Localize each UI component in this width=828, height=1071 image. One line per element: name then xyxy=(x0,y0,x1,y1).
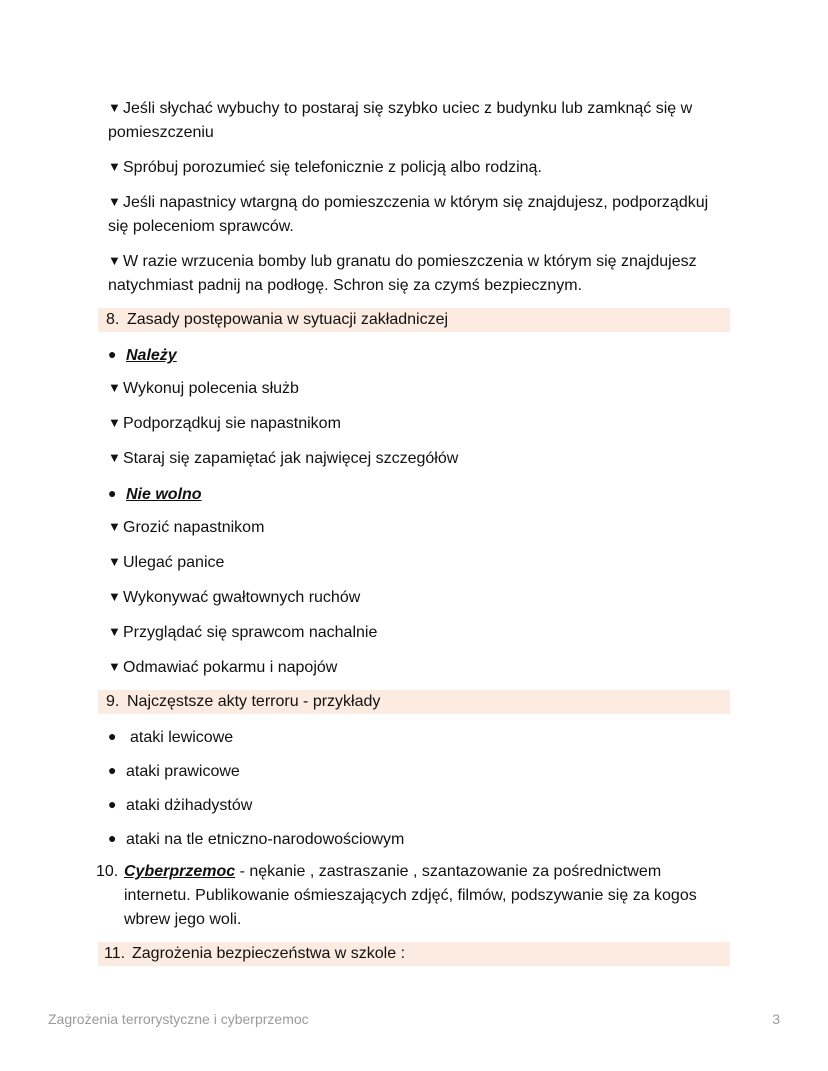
list-item xyxy=(108,446,730,471)
cyberprzemoc-term: Cyberprzemoc xyxy=(124,863,236,880)
bullet-icon: ● xyxy=(108,346,117,362)
list-item xyxy=(108,724,730,748)
section-heading-8 xyxy=(98,308,730,332)
bullet-icon: ● xyxy=(108,485,117,501)
triangle-down-icon: ▼ xyxy=(108,624,121,639)
section-number: 9. xyxy=(106,693,120,710)
triangle-down-icon: ▼ xyxy=(108,415,121,430)
section-title: Zasady postępowania w sytuacji zakładniczej xyxy=(127,311,449,328)
list-item xyxy=(108,585,730,610)
list-item-text: Podporządkuj sie napastnikom xyxy=(123,415,341,432)
list-item-text: ataki na tle etniczno-narodowościowym xyxy=(126,831,405,848)
section-10-text: - nękanie , zastraszanie , szantazowanie za pośrednictwem internetu. Publikowanie ośmieszających zdjęć, filmów, podszywanie się za kogos wbrew jego woli. xyxy=(124,863,697,928)
list-item xyxy=(108,96,730,145)
page-number: 3 xyxy=(772,1011,780,1027)
list-item xyxy=(108,620,730,645)
list-item-text: Grozić napastnikom xyxy=(123,519,265,536)
triangle-down-icon: ▼ xyxy=(108,100,121,115)
triangle-down-icon: ▼ xyxy=(108,194,121,209)
triangle-down-icon: ▼ xyxy=(108,380,121,395)
list-item xyxy=(108,411,730,436)
list-item xyxy=(108,249,730,298)
section-10-paragraph xyxy=(98,860,730,932)
list-item-text: Jeśli napastnicy wtargną do pomieszczenia w którym się znajdujesz, podporządkuj się poleceniom sprawców. xyxy=(108,194,709,235)
bullet-icon: ● xyxy=(108,728,117,744)
section-heading-9 xyxy=(98,690,730,714)
list-item-text: Ulegać panice xyxy=(123,554,225,571)
section-number: 10. xyxy=(96,863,119,880)
list-item-text: Wykonuj polecenia służb xyxy=(123,380,299,397)
footer-title: Zagrożenia terrorystyczne i cyberprzemoc xyxy=(48,1011,309,1027)
triangle-down-icon: ▼ xyxy=(108,253,121,268)
list-item-text: Jeśli słychać wybuchy to postaraj się szybko uciec z budynku lub zamknąć się w pomieszczeniu xyxy=(108,100,693,141)
list-item-text: Spróbuj porozumieć się telefonicznie z policją albo rodziną. xyxy=(123,159,542,176)
document-body xyxy=(98,96,730,976)
triangle-down-icon: ▼ xyxy=(108,659,121,674)
list-item-text: ataki lewicowe xyxy=(130,729,234,746)
triangle-down-icon: ▼ xyxy=(108,450,121,465)
section-title: Zagrożenia bezpieczeństwa w szkole : xyxy=(132,945,406,962)
list-item xyxy=(108,515,730,540)
list-item xyxy=(108,826,730,850)
triangle-down-icon: ▼ xyxy=(108,554,121,569)
list-item xyxy=(108,758,730,782)
triangle-down-icon: ▼ xyxy=(108,519,121,534)
list-item-text: W razie wrzucenia bomby lub granatu do pomieszczenia w którym się znajdujesz natychmiast padnij na podłogę. Schron się za czymś bezpiecznym. xyxy=(108,253,697,294)
section-10-body xyxy=(124,860,724,932)
list-item-text: Odmawiać pokarmu i napojów xyxy=(123,659,338,676)
bullet-icon: ● xyxy=(108,762,117,778)
list-item-text: Wykonywać gwałtownych ruchów xyxy=(123,589,361,606)
list-item xyxy=(108,481,730,505)
list-item-text: Przyglądać się sprawcom nachalnie xyxy=(123,624,378,641)
triangle-down-icon: ▼ xyxy=(108,589,121,604)
section-title: Najczęstsze akty terroru - przykłady xyxy=(127,693,381,710)
list-item xyxy=(108,342,730,366)
page-footer xyxy=(48,1011,780,1027)
list-item xyxy=(108,155,730,180)
list-item-text: ataki prawicowe xyxy=(126,763,240,780)
section-number: 8. xyxy=(106,311,120,328)
list-item-text: ataki dżihadystów xyxy=(126,797,253,814)
list-item xyxy=(108,792,730,816)
list-item xyxy=(108,190,730,239)
bullet-icon: ● xyxy=(108,830,117,846)
list-item-text: Staraj się zapamiętać jak najwięcej szczegółów xyxy=(123,450,459,467)
list-item xyxy=(108,376,730,401)
section-number: 11. xyxy=(104,945,126,962)
list-item xyxy=(108,655,730,680)
section-heading-11 xyxy=(98,942,730,966)
must-label: Należy xyxy=(126,347,177,364)
list-item xyxy=(108,550,730,575)
bullet-icon: ● xyxy=(108,796,117,812)
triangle-down-icon: ▼ xyxy=(108,159,121,174)
mustnot-label: Nie wolno xyxy=(126,486,202,503)
